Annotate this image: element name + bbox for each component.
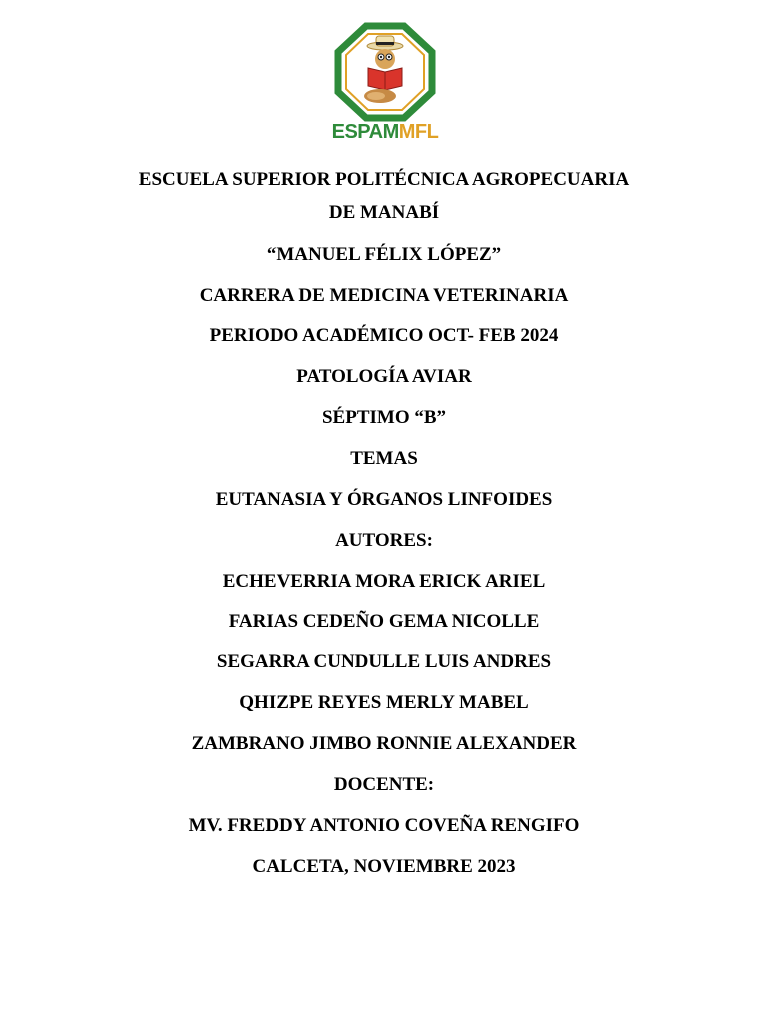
level: SÉPTIMO “B” bbox=[321, 407, 447, 428]
institution-name: “MANUEL FÉLIX LÓPEZ” bbox=[266, 244, 502, 265]
logo-text-mfl: MFL bbox=[398, 121, 439, 143]
author: SEGARRA CUNDULLE LUIS ANDRES bbox=[216, 651, 552, 672]
author: ZAMBRANO JIMBO RONNIE ALEXANDER bbox=[191, 733, 577, 754]
author: FARIAS CEDEÑO GEMA NICOLLE bbox=[228, 611, 540, 632]
academic-period: PERIODO ACADÉMICO OCT- FEB 2024 bbox=[209, 325, 559, 346]
institution-line2: DE MANABÍ bbox=[328, 202, 440, 223]
topic: EUTANASIA Y ÓRGANOS LINFOIDES bbox=[215, 489, 553, 510]
subject: PATOLOGÍA AVIAR bbox=[296, 366, 472, 387]
espam-logo bbox=[330, 22, 440, 147]
institution-line1: ESCUELA SUPERIOR POLITÉCNICA AGROPECUARIA bbox=[138, 169, 630, 190]
place-date: CALCETA, NOVIEMBRE 2023 bbox=[252, 856, 516, 877]
authors-label: AUTORES: bbox=[335, 530, 433, 551]
logo-emblem bbox=[330, 22, 440, 122]
teacher-label: DOCENTE: bbox=[333, 774, 435, 795]
author: QHIZPE REYES MERLY MABEL bbox=[239, 692, 529, 713]
logo-text-espam: ESPAM bbox=[331, 121, 399, 143]
teacher-name: MV. FREDDY ANTONIO COVEÑA RENGIFO bbox=[188, 815, 580, 836]
career: CARRERA DE MEDICINA VETERINARIA bbox=[199, 285, 569, 306]
logo-wordmark bbox=[330, 120, 440, 144]
author: ECHEVERRIA MORA ERICK ARIEL bbox=[222, 571, 546, 592]
topics-label: TEMAS bbox=[350, 448, 418, 469]
